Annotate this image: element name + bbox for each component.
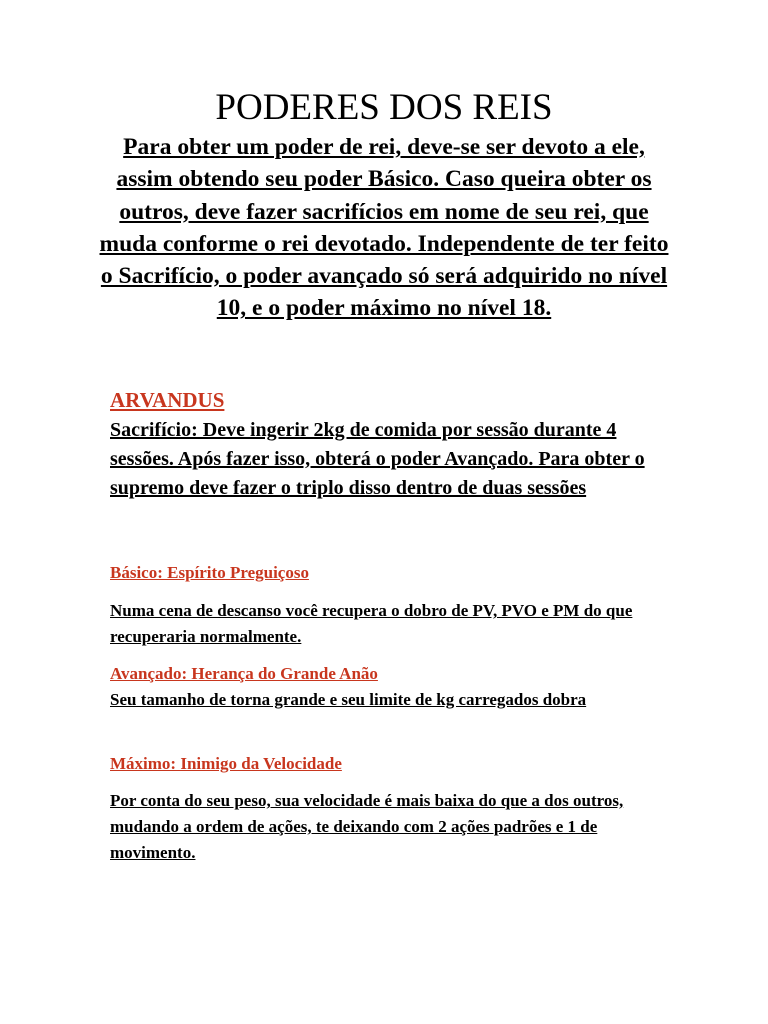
power-advanced-description: Seu tamanho de torna grande e seu limite de kg carregados dobra	[110, 690, 587, 709]
power-max-title: Máximo: Inimigo da Velocidade	[110, 754, 342, 773]
intro-paragraph: Para obter um poder de rei, deve-se ser devoto a ele, assim obtendo seu poder Básico. Caso queira obter os outros, deve fazer sacrifícios em nome de seu rei, que muda conforme o rei devotado. Independente de ter feito o Sacrifício, o poder avançado só será adquirido no nível 10, e o poder máximo no nível 18.	[99, 134, 669, 322]
power-basic-description: Numa cena de descanso você recupera o dobro de PV, PVO e PM do que recuperaria normalmente.	[110, 601, 633, 646]
power-basic-title: Básico: Espírito Preguiçoso	[110, 563, 309, 582]
king-name-heading: ARVANDUS	[110, 388, 225, 412]
page-title: PODERES DOS REIS	[215, 87, 553, 128]
power-max-description: Por conta do seu peso, sua velocidade é mais baixa do que a dos outros, mudando a ordem de ações, te deixando com 2 ações padrões e 1 de movimento.	[110, 791, 624, 862]
sacrifice-paragraph: Sacrifício: Deve ingerir 2kg de comida por sessão durante 4 sessões. Após fazer isso, obterá o poder Avançado. Para obter o supremo deve fazer o triplo disso dentro de duas sessões	[110, 419, 645, 499]
power-advanced-title: Avançado: Herança do Grande Anão	[110, 664, 378, 683]
